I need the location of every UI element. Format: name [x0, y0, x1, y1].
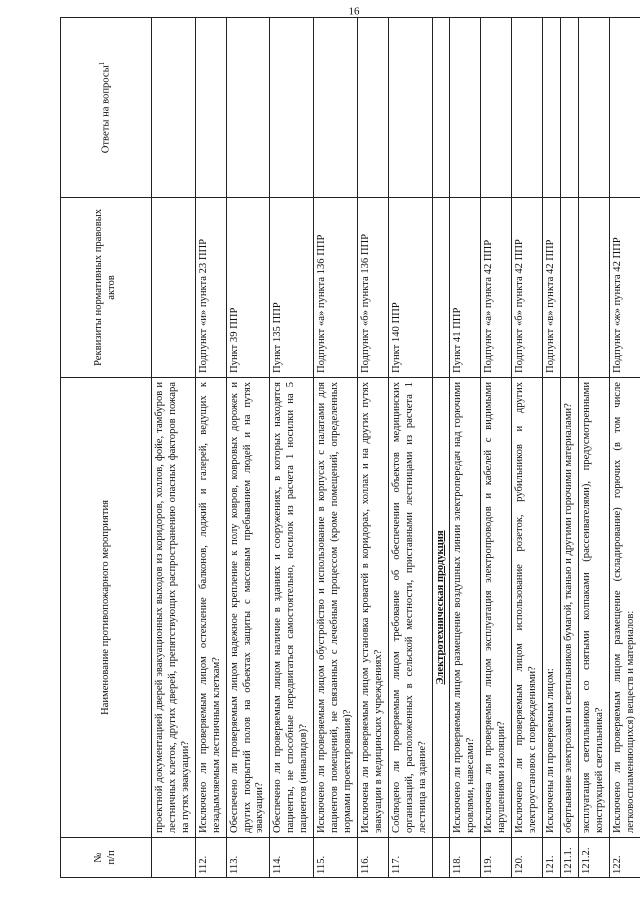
rotated-page: [40, 5, 636, 878]
row-requisites: Подпункт «а» пункта 42 ППР: [481, 198, 512, 378]
row-number: 116.: [357, 838, 388, 878]
row-requisites: Подпункт «б» пункта 136 ППР: [357, 198, 388, 378]
row-answer: [578, 18, 609, 198]
row-measure: Исключено ли проверяемым лицом использование розеток, рубильников и других электроустановок с повреждениями?: [512, 378, 543, 838]
row-answer: [195, 18, 226, 198]
table-row: [512, 18, 543, 878]
table-row: [357, 18, 388, 878]
row-answer: [609, 18, 640, 198]
table-row: [609, 18, 640, 878]
header-answers-footnote: 1: [98, 61, 107, 66]
row-number: 113.: [226, 838, 270, 878]
table-row: [226, 18, 270, 878]
section-row: [432, 18, 450, 878]
row-requisites: [152, 198, 196, 378]
row-requisites: Подпункт «в» пункта 42 ППР: [542, 198, 560, 378]
row-number: 119.: [481, 838, 512, 878]
row-number: 118.: [450, 838, 481, 878]
section-req-cell: [432, 198, 450, 378]
section-ans-cell: [432, 18, 450, 198]
table-row: [195, 18, 226, 878]
row-answer: [560, 18, 578, 198]
row-measure: обертывание электроламп и светильников бумагой, тканью и другими горючими материалами?: [560, 378, 578, 838]
row-measure: Исключено ли проверяемым лицом обустройство и использование в корпусах с палатами для пациентов помещений, не связанных с лечебным процессом (кроме помещений, определенных нормами проектирования)?: [314, 378, 358, 838]
table-row: [388, 18, 432, 878]
header-requisites: Реквизиты нормативных правовых актов: [61, 198, 152, 378]
header-answers: [61, 18, 152, 198]
table-row: [450, 18, 481, 878]
row-number: 114.: [270, 838, 314, 878]
row-measure: Обеспечено ли проверяемым лицом наличие в зданиях и сооружениях, в которых находятся пациенты, не способные передвигаться самостоятельно, носилок из расчета 1 носилки на 5 пациентов (инвалидов)?: [270, 378, 314, 838]
row-number: 115.: [314, 838, 358, 878]
row-answer: [450, 18, 481, 198]
header-answers-label: Ответы на вопросы: [100, 65, 112, 154]
table-row: [270, 18, 314, 878]
header-name: Наименование противопожарного мероприятия: [61, 378, 152, 838]
table-body: [152, 18, 640, 878]
row-requisites: Подпункт «б» пункта 42 ППР: [512, 198, 543, 378]
row-answer: [226, 18, 270, 198]
row-answer: [542, 18, 560, 198]
table-row: [560, 18, 578, 878]
row-requisites: Подпункт «и» пункта 23 ППР: [195, 198, 226, 378]
row-number: 117.: [388, 838, 432, 878]
row-answer: [270, 18, 314, 198]
row-requisites: Пункт 41 ППР: [450, 198, 481, 378]
row-answer: [512, 18, 543, 198]
table-row: [542, 18, 560, 878]
row-requisites: Подпункт «ж» пункта 42 ППР: [609, 198, 640, 378]
row-number: 120.: [512, 838, 543, 878]
row-measure: Исключено ли проверяемым лицом остекление балконов, лоджий и галерей, ведущих к незадымляемым лестничным клеткам?: [195, 378, 226, 838]
section-num-cell: [432, 838, 450, 878]
table-row: [578, 18, 609, 878]
row-answer: [314, 18, 358, 198]
row-answer: [388, 18, 432, 198]
row-measure: Обеспечено ли проверяемым лицом надежное крепление к полу ковров, ковровых дорожек и других покрытий полов на объектах защиты с массовым пребыванием людей и на путях эвакуации?: [226, 378, 270, 838]
row-requisites: Подпункт «а» пункта 136 ППР: [314, 198, 358, 378]
row-answer: [152, 18, 196, 198]
table-row: [152, 18, 196, 878]
row-number: [152, 838, 196, 878]
page-number: 16: [348, 5, 360, 18]
row-number: 122.: [609, 838, 640, 878]
table-row: [314, 18, 358, 878]
row-measure: Исключена ли проверяемым лицом эксплуатация электропроводов и кабелей с видимыми нарушениями изоляции?: [481, 378, 512, 838]
row-requisites: [578, 198, 609, 378]
row-requisites: Пункт 39 ППР: [226, 198, 270, 378]
row-measure: проектной документацией дверей эвакуационных выходов из коридоров, холлов, фойе, тамбуров и лестничных клеток, других дверей, препятствующих распространению опасных факторов пожара на путях эвакуации?: [152, 378, 196, 838]
measures-table: [60, 17, 640, 878]
row-requisites: [560, 198, 578, 378]
row-measure: эксплуатация светильников со снятыми колпаками (рассеивателями), предусмотренными конструкцией светильника?: [578, 378, 609, 838]
header-num: № п/п: [61, 838, 152, 878]
row-measure: Исключено ли проверяемым лицом размещение воздушных линии электропередач над горючими кровлями, навесами?: [450, 378, 481, 838]
row-number: 121.1.: [560, 838, 578, 878]
row-measure: Исключено ли проверяемым лицом размещение (складирование) горючих (в том числе легковоспламеняющихся) веществ и материалов:: [609, 378, 640, 838]
row-measure: Исключены ли проверяемым лицом:: [542, 378, 560, 838]
table-row: [481, 18, 512, 878]
row-answer: [357, 18, 388, 198]
row-requisites: Пункт 135 ППР: [270, 198, 314, 378]
row-measure: Соблюдено ли проверяемым лицом требование об обеспечении объектов медицинских организаций, расположенных в сельской местности, приставными лестницами из расчета 1 лестница на здание?: [388, 378, 432, 838]
row-measure: Исключена ли проверяемым лицом установка кроватей в коридорах, холлах и на других путях эвакуации в медицинских учреждениях?: [357, 378, 388, 838]
row-number: 112.: [195, 838, 226, 878]
section-title: Электротехническая продукция: [432, 378, 450, 838]
row-number: 121.2.: [578, 838, 609, 878]
row-number: 121.: [542, 838, 560, 878]
table-header-row: [61, 18, 152, 878]
row-requisites: Пункт 140 ППР: [388, 198, 432, 378]
row-answer: [481, 18, 512, 198]
